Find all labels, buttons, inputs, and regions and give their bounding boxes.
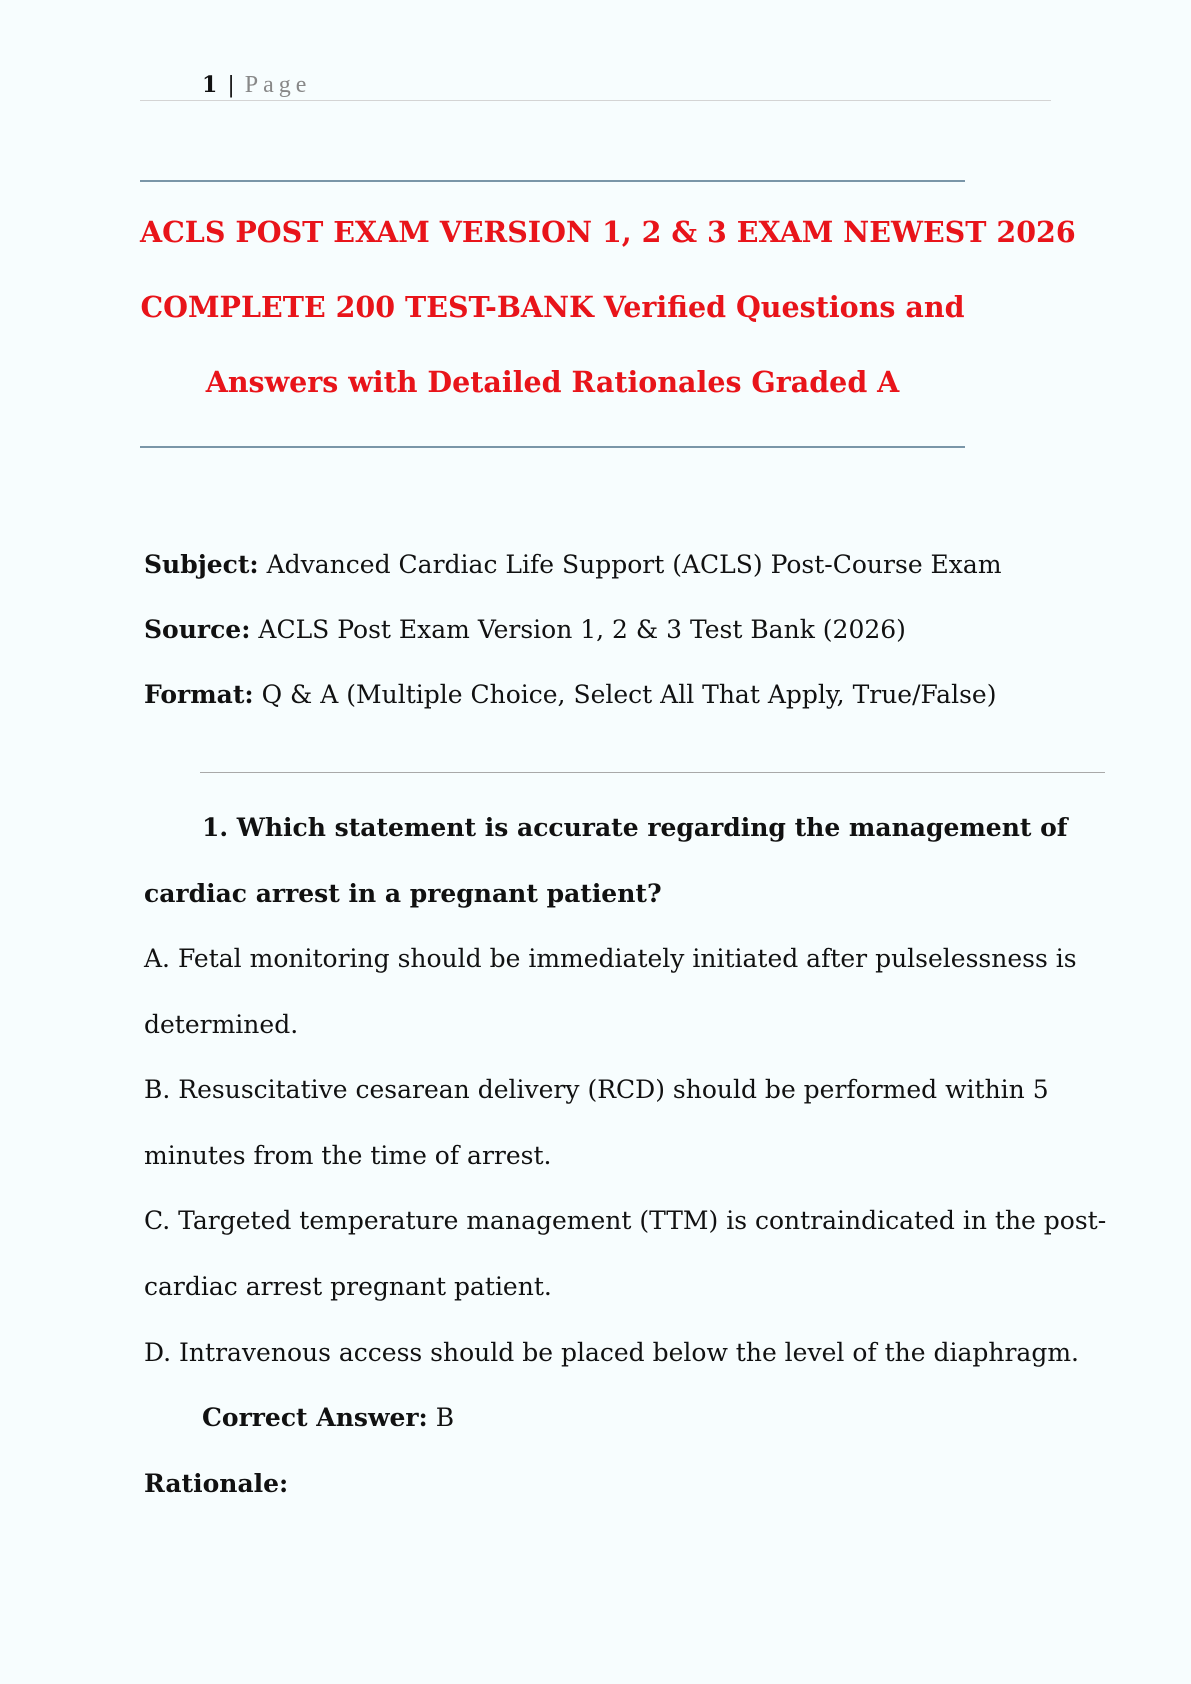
rationale-heading: Rationale: [144,1469,289,1498]
title-line-3: Answers with Detailed Rationales Graded A [205,365,900,399]
page-header [202,72,311,99]
section-divider [200,772,1105,773]
page-number: 1 [202,72,218,98]
source-line [144,615,906,644]
option-d-line-1: D. Intravenous access should be placed below the level of the diaphragm. [144,1338,1079,1367]
option-c-line-1: C. Targeted temperature management (TTM) is contraindicated in the post- [144,1206,1107,1235]
format-value: Q & A (Multiple Choice, Select All That Apply, True/False) [253,680,997,709]
option-a-line-2: determined. [144,1010,299,1039]
correct-answer-label: Correct Answer: [202,1403,428,1432]
title-line-1: ACLS POST EXAM VERSION 1, 2 & 3 EXAM NEWEST 2026 [140,215,1076,249]
format-label: Format: [144,680,254,709]
question-stem-line-1: 1. Which statement is accurate regarding the management of [202,813,1068,842]
document-title [140,195,1076,420]
option-b-line-1: B. Resuscitative cesarean delivery (RCD) should be performed within 5 [144,1075,1049,1104]
page-word: Page [244,72,312,98]
question-stem-line-2: cardiac arrest in a pregnant patient? [144,879,662,908]
title-bottom-rule [140,446,965,448]
correct-answer [202,1403,454,1432]
subject-value: Advanced Cardiac Life Support (ACLS) Post-Course Exam [258,550,1002,579]
header-divider [140,100,1051,101]
option-a-line-1: A. Fetal monitoring should be immediately initiated after pulselessness is [144,944,1077,973]
source-label: Source: [144,615,251,644]
format-line [144,680,996,709]
title-line-2: COMPLETE 200 TEST-BANK Verified Questions and [140,290,965,324]
page-separator: | [227,73,235,98]
source-value: ACLS Post Exam Version 1, 2 & 3 Test Bank (2026) [250,615,906,644]
option-c-line-2: cardiac arrest pregnant patient. [144,1272,552,1301]
title-top-rule [140,180,965,182]
correct-answer-value: B [427,1403,455,1432]
option-b-line-2: minutes from the time of arrest. [144,1141,552,1170]
subject-label: Subject: [144,550,259,579]
subject-line [144,550,1002,579]
